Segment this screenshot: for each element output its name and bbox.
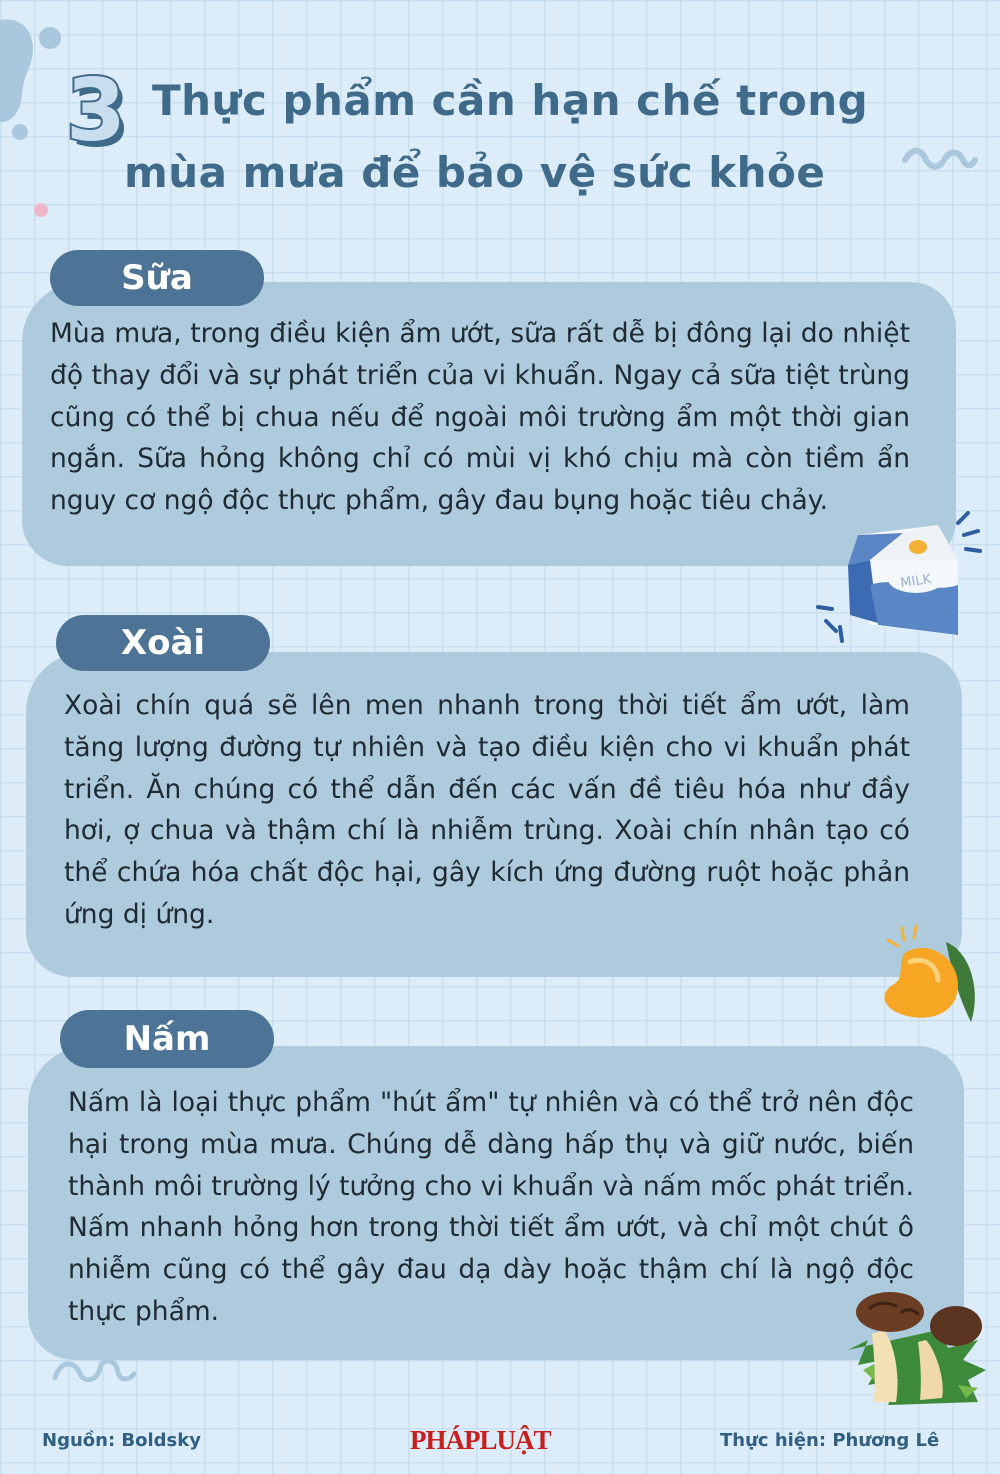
section-label-mango: Xoài [56, 615, 270, 671]
squiggle-decoration-bottom [50, 1350, 140, 1390]
footer-source: Nguồn: Boldsky [42, 1430, 201, 1451]
mushroom-icon [838, 1290, 988, 1410]
section-label-mushroom: Nấm [60, 1010, 274, 1068]
section-label-milk: Sữa [50, 250, 264, 306]
milk-carton-icon [808, 505, 993, 650]
footer-credit: Thực hiện: Phương Lê [720, 1430, 940, 1451]
mango-icon [876, 922, 986, 1032]
page-title-line-2: mùa mưa để bảo vệ sức khỏe [124, 148, 826, 197]
section-text-milk: Mùa mưa, trong điều kiện ẩm ướt, sữa rất dễ bị đông lại do nhiệt độ thay đổi và sự phát triển của vi khuẩn. Ngay cả sữa tiệt trùng cũng có thể bị chua nếu để ngoài môi trường ẩm một thời gian ngắn. Sữa hỏng không chỉ có mùi vị khó chịu mà còn tiềm ẩn nguy cơ ngộ độc thực phẩm, gây đau bụng hoặc tiêu chảy. [50, 318, 910, 517]
milk-carton-label: MILK [899, 571, 933, 592]
section-text-mushroom: Nấm là loại thực phẩm "hút ẩm" tự nhiên và có thể trở nên độc hại trong mùa mưa. Chúng dễ dàng hấp thụ và giữ nước, biến thành môi trường lý tưởng cho vi khuẩn và nấm mốc phát triển. Nấm nhanh hỏng hơn trong thời tiết ẩm ướt, và chỉ một chút ô nhiễm cũng có thể gây đau dạ dày hoặc thậm chí là ngộ độc thực phẩm. [68, 1087, 914, 1327]
publisher-logo: PHÁPLUẬT [410, 1425, 551, 1455]
title-number: 3 [66, 61, 126, 161]
page-title-line-1: Thực phẩm cần hạn chế trong [152, 76, 869, 125]
section-text-mango: Xoài chín quá sẽ lên men nhanh trong thời tiết ẩm ướt, làm tăng lượng đường tự nhiên và tạo điều kiện cho vi khuẩn phát triển. Ăn chúng có thể dẫn đến các vấn đề tiêu hóa như đầy hơi, ợ chua và thậm chí là nhiễm trùng. Xoài chín nhân tạo có thể chứa hóa chất độc hại, gây kích ứng đường ruột hoặc phản ứng dị ứng. [64, 690, 910, 930]
squiggle-decoration [900, 140, 980, 180]
